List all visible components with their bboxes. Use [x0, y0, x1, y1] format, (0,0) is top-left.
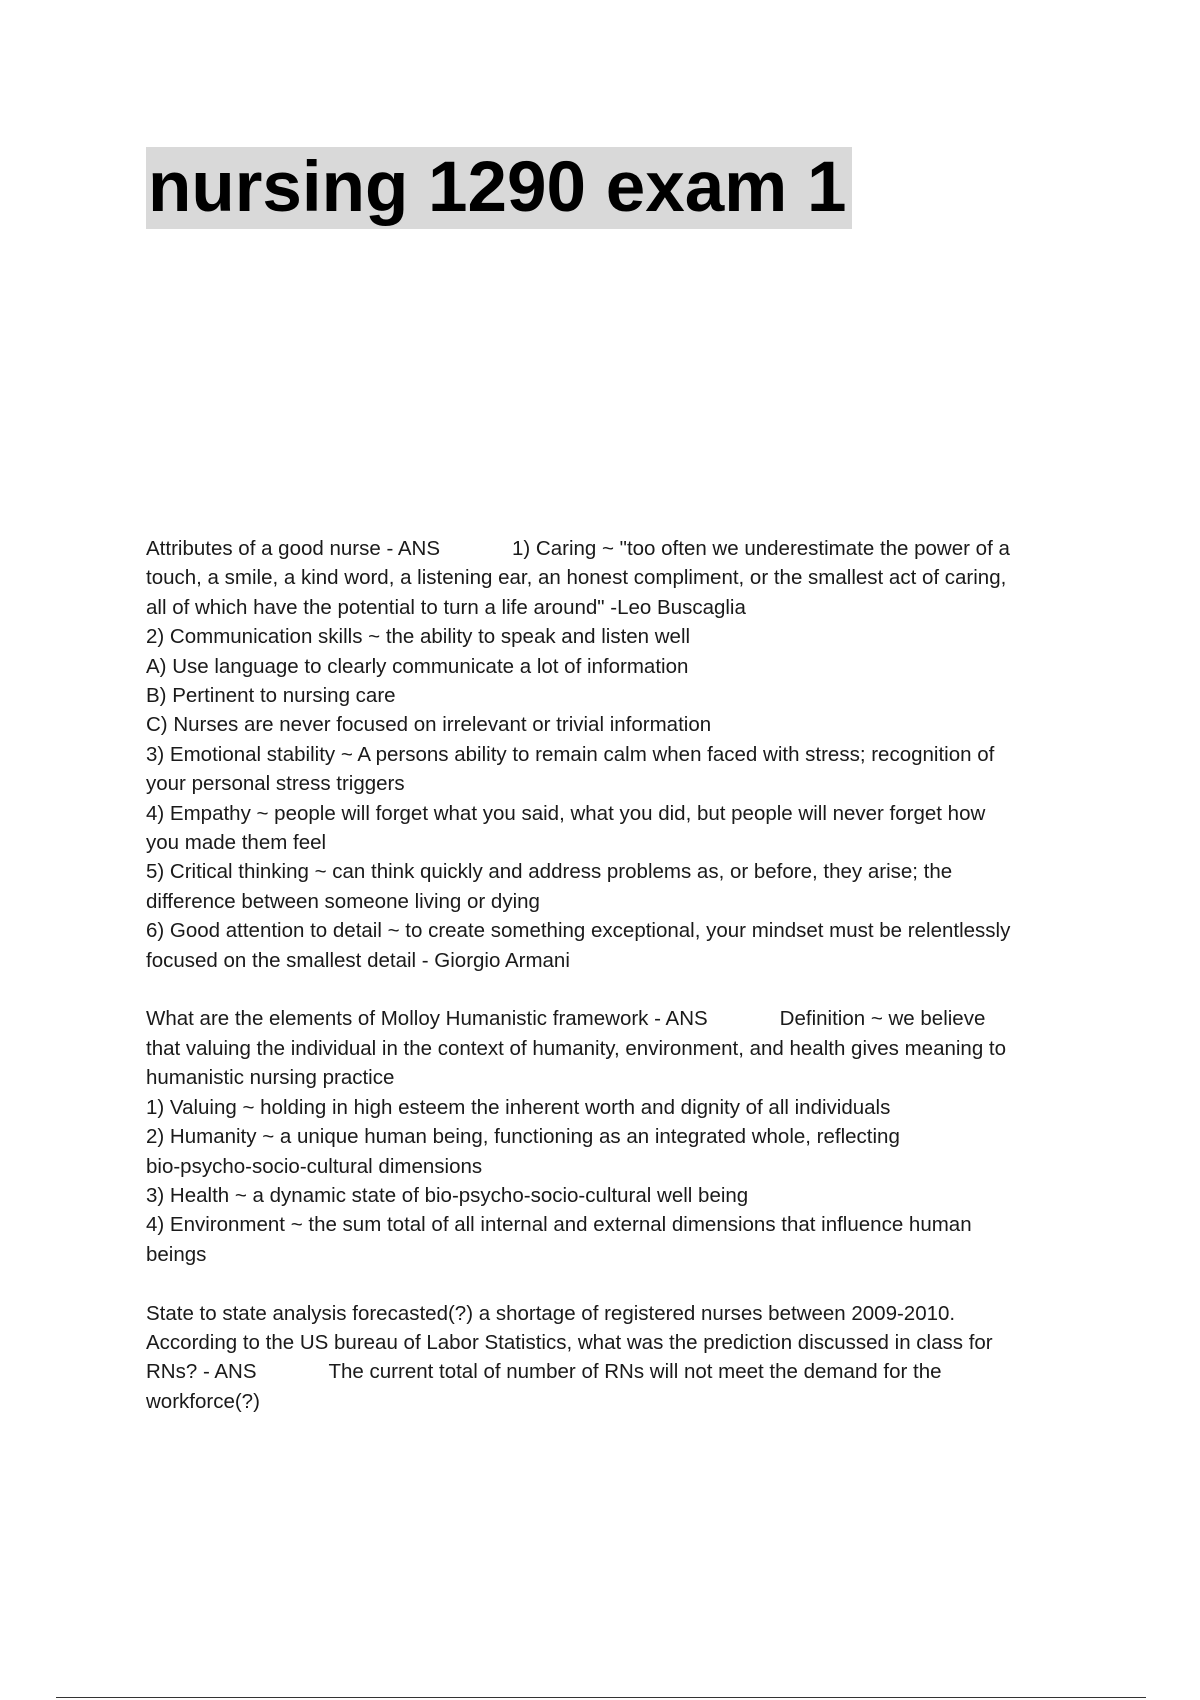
card-answer-start: The current total of number of RNs will not meet the demand for the — [328, 1360, 942, 1384]
card-question: RNs? - ANS — [146, 1360, 257, 1384]
card-answer-line: B) Pertinent to nursing care — [146, 684, 396, 708]
card-answer-line: 1) Valuing ~ holding in high esteem the inherent worth and dignity of all individuals — [146, 1095, 891, 1119]
card-answer-line: 3) Emotional stability ~ A persons ability to remain calm when faced with stress; recognition of — [146, 742, 995, 766]
card-answer-line: 4) Empathy ~ people will forget what you said, what you did, but people will never forget how — [146, 801, 986, 825]
card-answer-line: you made them feel — [146, 831, 327, 855]
card-first-line — [146, 534, 1086, 563]
card-answer-line: bio-psycho-socio-cultural dimensions — [146, 1154, 483, 1178]
card-answer-line: difference between someone living or dying — [146, 889, 540, 913]
card-answer-start: 1) Caring ~ "too often we underestimate the power of a — [512, 537, 1010, 560]
document-title: nursing 1290 exam 1 — [146, 147, 852, 229]
card-answer-line: focused on the smallest detail - Giorgio Armani — [146, 948, 570, 972]
flashcard — [146, 1004, 1086, 1269]
card-question: What are the elements of Molloy Humanistic framework - ANS — [146, 1007, 708, 1031]
flashcard-list — [146, 534, 1086, 1446]
card-question: Attributes of a good nurse - ANS — [146, 537, 440, 560]
card-answer-line: 4) Environment ~ the sum total of all internal and external dimensions that influence human — [146, 1213, 972, 1237]
card-answer-line: 2) Humanity ~ a unique human being, functioning as an integrated whole, reflecting — [146, 1125, 900, 1149]
card-answer-line: 3) Health ~ a dynamic state of bio-psycho-socio-cultural well being — [146, 1183, 749, 1207]
card-answer-line: workforce(?) — [146, 1389, 260, 1413]
card-answer-line: 2) Communication skills ~ the ability to speak and listen well — [146, 625, 691, 649]
card-answer-line: touch, a smile, a kind word, a listening ear, an honest compliment, or the smallest act of caring, — [146, 566, 1007, 590]
card-answer-line: 6) Good attention to detail ~ to create something exceptional, your mindset must be relentlessly — [146, 919, 1011, 943]
card-answer-line: beings — [146, 1242, 207, 1266]
card-answer-line: all of which have the potential to turn a life around" -Leo Buscaglia — [146, 595, 746, 619]
flashcard — [146, 1299, 1086, 1417]
card-answer-line: A) Use language to clearly communicate a lot of information — [146, 654, 689, 678]
card-question-line: State to state analysis forecasted(?) a shortage of registered nurses between 2009-2010. — [146, 1301, 956, 1325]
card-answer-line: C) Nurses are never focused on irrelevant or trivial information — [146, 713, 712, 737]
card-answer-start: Definition ~ we believe — [779, 1007, 986, 1031]
card-first-line — [146, 1004, 1086, 1033]
card-question-line: According to the US bureau of Labor Statistics, what was the prediction discussed in class for — [146, 1330, 993, 1354]
card-answer-line: your personal stress triggers — [146, 772, 405, 796]
card-answer-line: that valuing the individual in the context of humanity, environment, and health gives meaning to — [146, 1036, 1007, 1060]
card-answer-line: humanistic nursing practice — [146, 1066, 395, 1090]
flashcard — [146, 534, 1086, 975]
card-answer-line: 5) Critical thinking ~ can think quickly and address problems as, or before, they arise; the — [146, 860, 953, 884]
card-question-last-line — [146, 1357, 1086, 1386]
page-bottom-divider — [56, 1697, 1146, 1698]
